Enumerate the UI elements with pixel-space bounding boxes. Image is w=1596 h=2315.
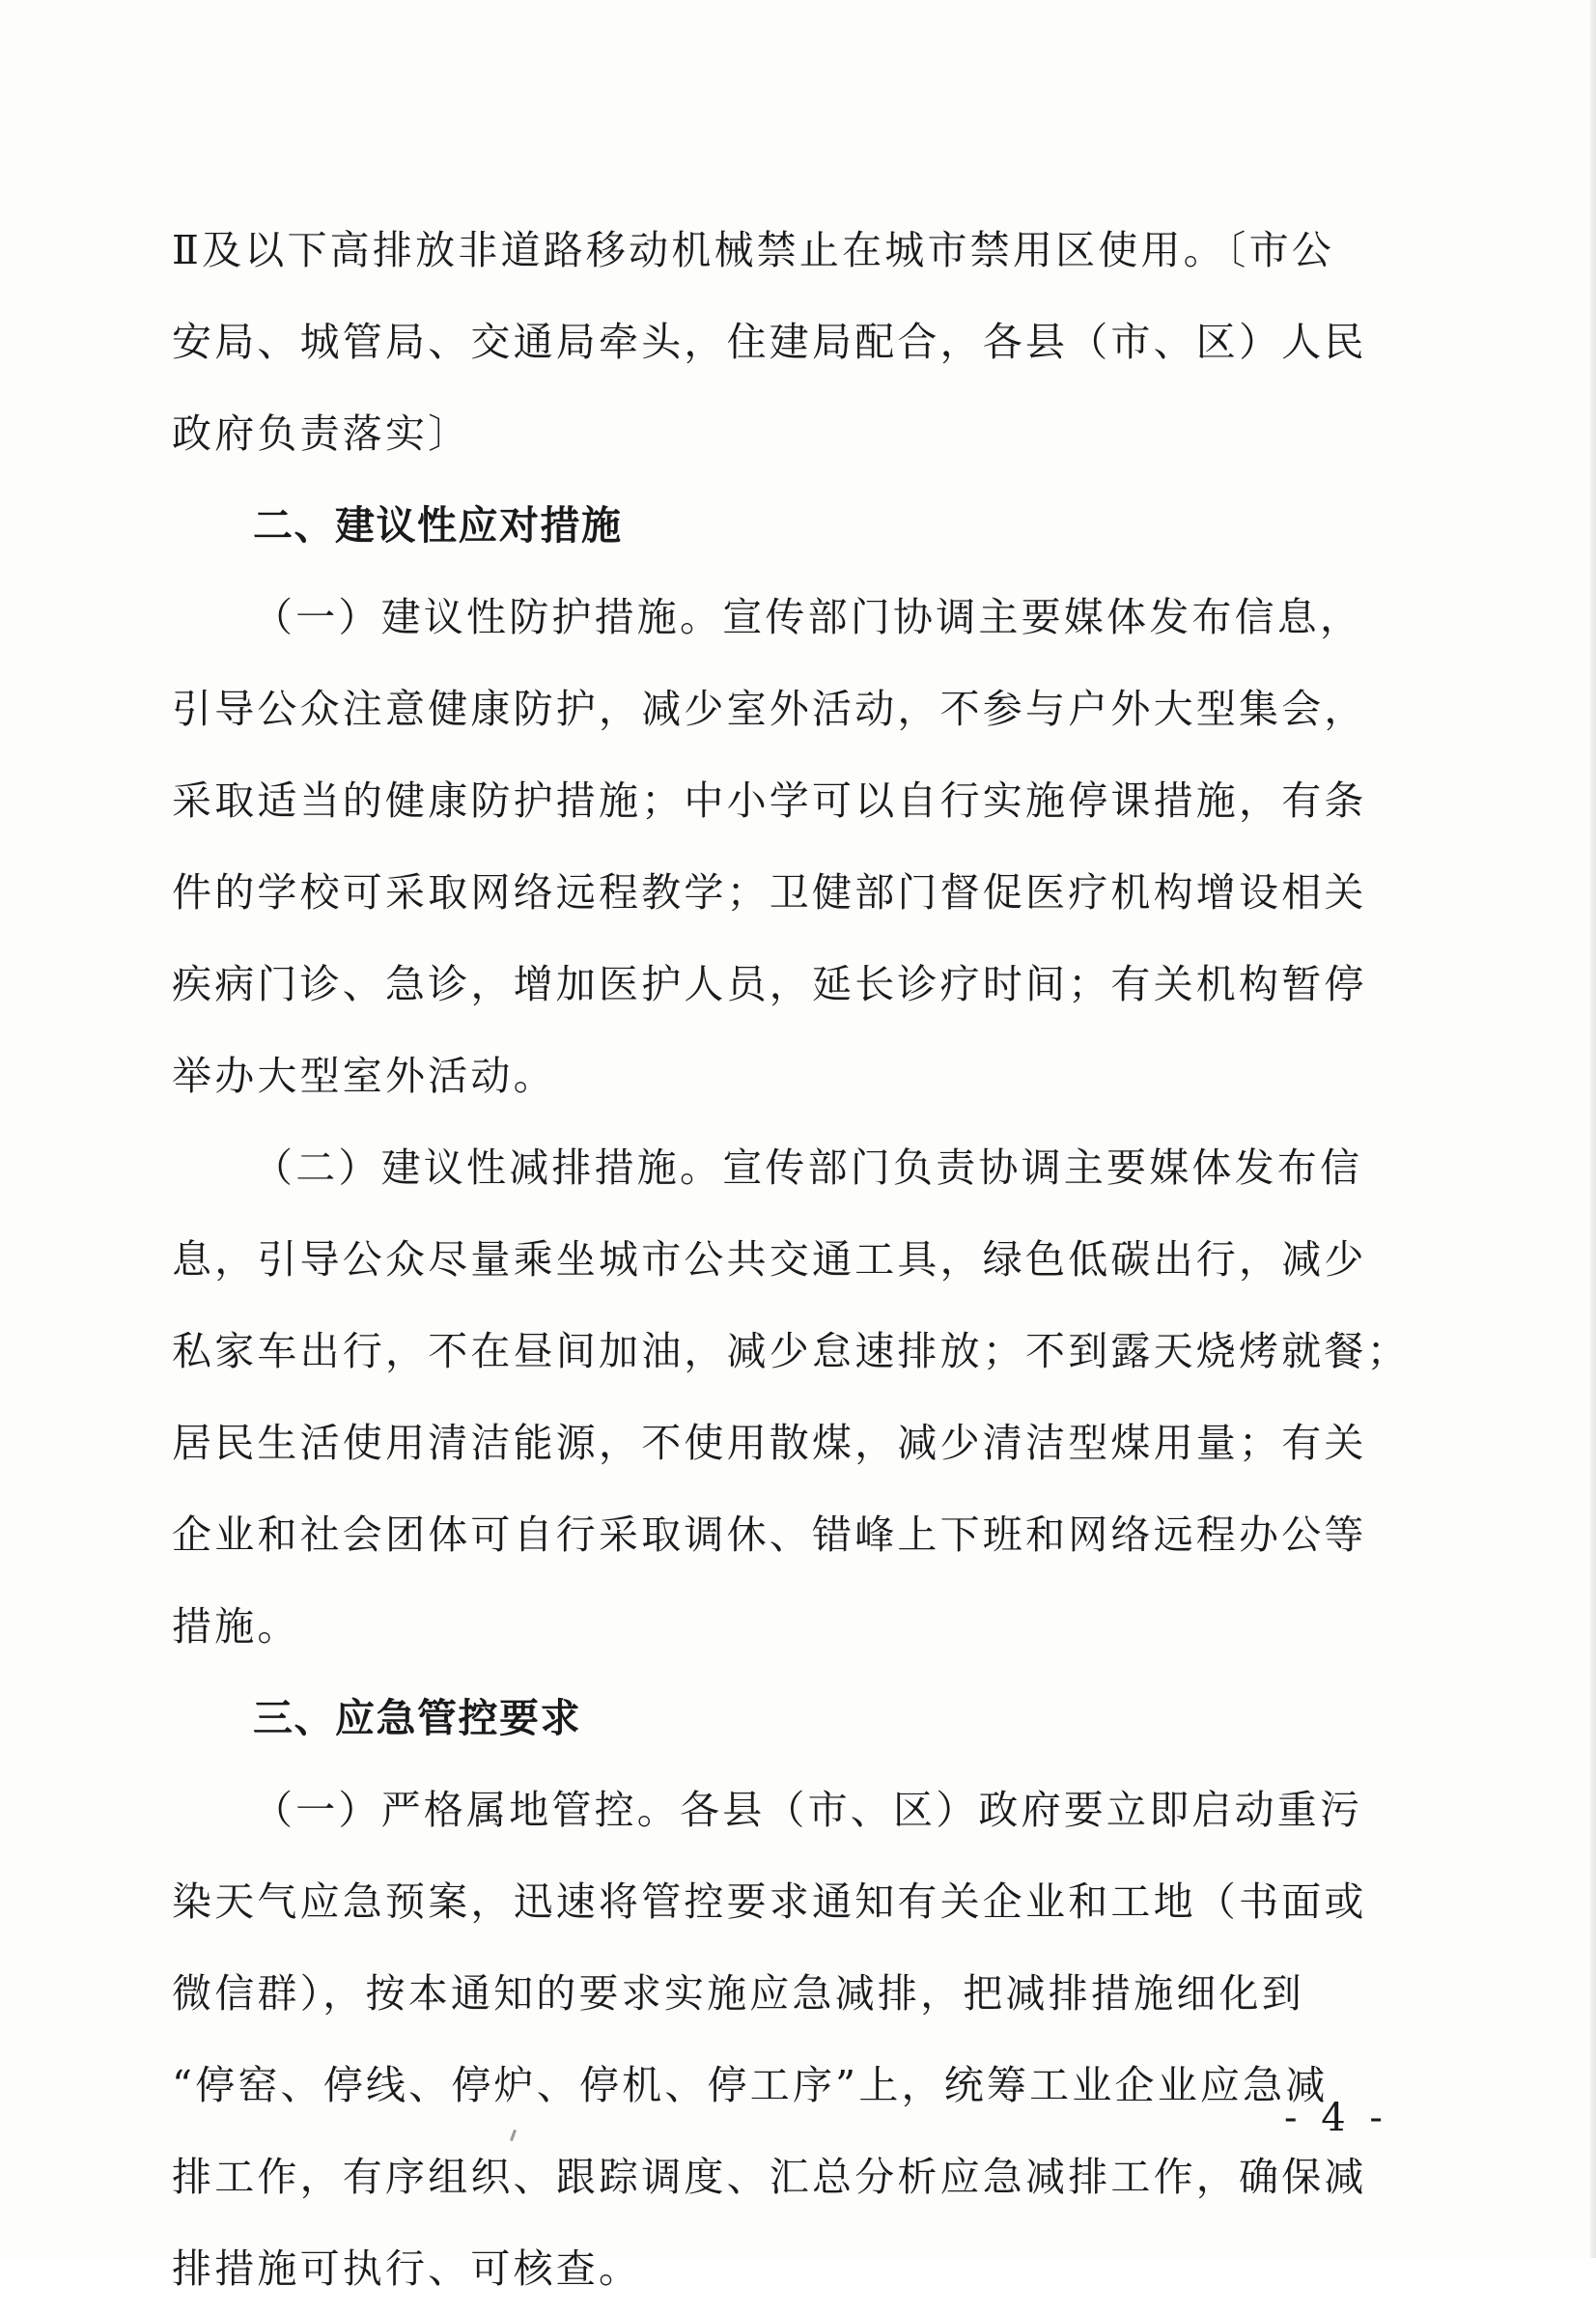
text-line: 举办大型室外活动。 bbox=[172, 1053, 556, 1099]
text-line: 私家车出行，不在昼间加油，减少怠速排放；不到露天烧烤就餐； bbox=[172, 1328, 1410, 1374]
text-line: 安局、城管局、交通局牵头，住建局配合，各县（市、区）人民 bbox=[172, 319, 1367, 365]
page-edge bbox=[1590, 0, 1596, 2258]
text-line: 息，引导公众尽量乘坐城市公共交通工具，绿色低碳出行，减少 bbox=[172, 1236, 1367, 1283]
text-line: 排工作，有序组织、跟踪调度、汇总分析应急减排工作，确保减 bbox=[172, 2154, 1367, 2200]
section-heading: 三、应急管控要求 bbox=[253, 1695, 581, 1741]
page-number: - 4 - bbox=[1284, 2096, 1388, 2140]
text-line: 染天气应急预案，迅速将管控要求通知有关企业和工地（书面或 bbox=[172, 1878, 1367, 1925]
document-body bbox=[172, 205, 1410, 2315]
text-line: 采取适当的健康防护措施；中小学可以自行实施停课措施，有条 bbox=[172, 777, 1367, 824]
text-line: （一）严格属地管控。各县（市、区）政府要立即启动重污 bbox=[253, 1787, 1363, 1833]
text-line: 居民生活使用清洁能源，不使用散煤，减少清洁型煤用量；有关 bbox=[172, 1420, 1367, 1466]
text-line: 引导公众注意健康防护，减少室外活动，不参与户外大型集会， bbox=[172, 686, 1367, 732]
text-line: 政府负责落实〕 bbox=[172, 410, 471, 457]
text-line: 排措施可执行、可核查。 bbox=[172, 2245, 642, 2292]
text-line: （二）建议性减排措施。宣传部门负责协调主要媒体发布信 bbox=[253, 1144, 1363, 1191]
text-line: 微信群），按本通知的要求实施应急减排，把减排措施细化到 bbox=[172, 1970, 1304, 2017]
text-line: Ⅱ及以下高排放非道路移动机械禁止在城市禁用区使用。〔市公 bbox=[172, 227, 1334, 273]
text-line: 措施。 bbox=[172, 1603, 300, 1650]
text-line: 企业和社会团体可自行采取调休、错峰上下班和网络远程办公等 bbox=[172, 1511, 1367, 1558]
text-line: “停窑、停线、停炉、停机、停工序”上，统筹工业企业应急减 bbox=[172, 2062, 1329, 2108]
text-line: 疾病门诊、急诊，增加医护人员，延长诊疗时间；有关机构暂停 bbox=[172, 961, 1367, 1007]
section-heading: 二、建议性应对措施 bbox=[253, 502, 623, 549]
text-line: （一）建议性防护措施。宣传部门协调主要媒体发布信息， bbox=[253, 594, 1363, 640]
text-line: 件的学校可采取网络远程教学；卫健部门督促医疗机构增设相关 bbox=[172, 869, 1367, 916]
